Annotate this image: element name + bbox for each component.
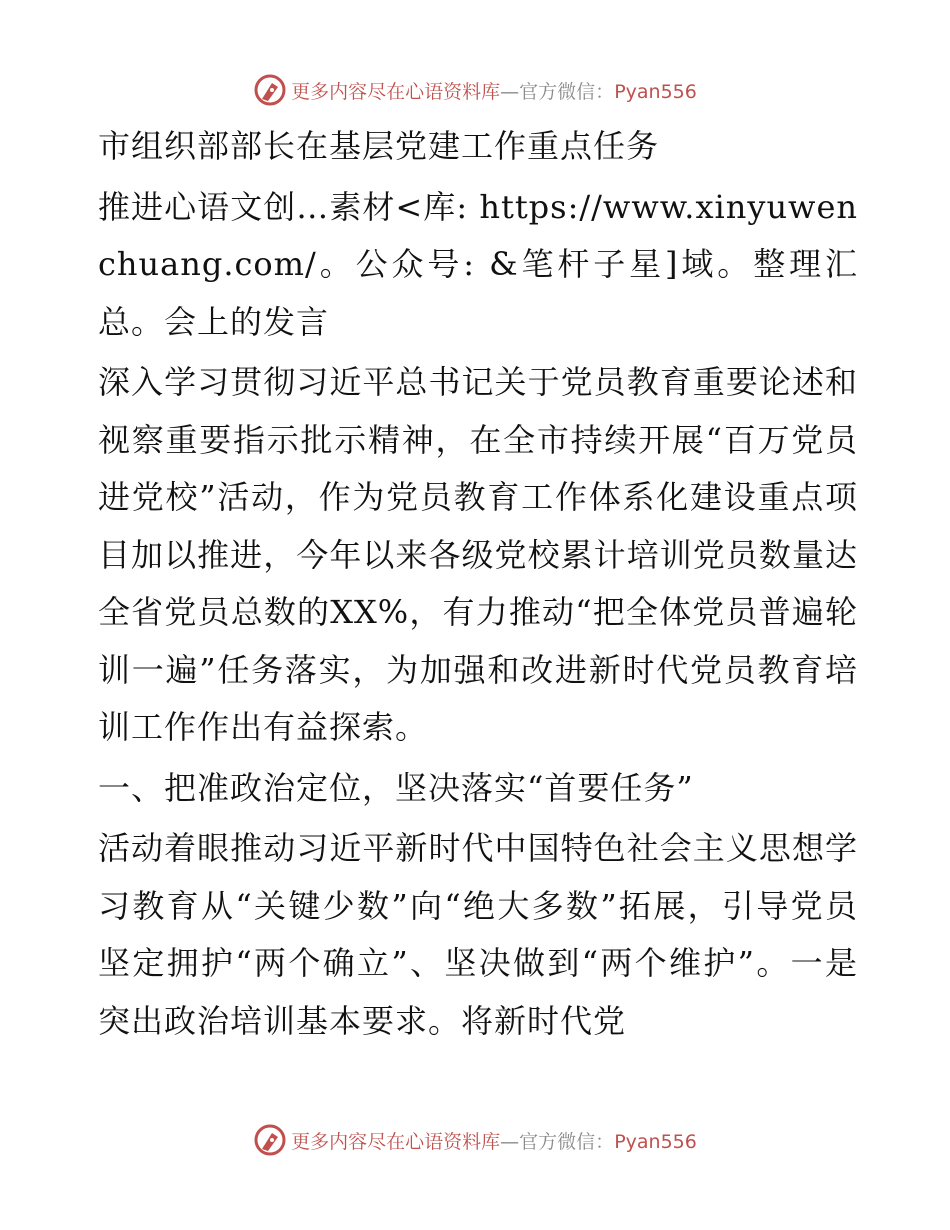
watermark-dash: — (500, 1130, 520, 1153)
intro-paragraph: 深入学习贯彻习近平总书记关于党员教育重要论述和视察重要指示批示精神，在全市持续开展“百万党员进党校”活动，作为党员教育工作体系化建设重点项目加以推进，今年以来各级党校累计培训党员数量达全省党员总数的XX%，有力推动“把全体党员普遍轮训一遍”任务落实，为加强和改进新时代党员教育培训工作作出有益探索。 (98, 363, 858, 746)
source-paragraph: 推进心语文创…素材<库: https://www.xinyuwenchuang.com/。公众号: &笔杆子星]域。整理汇总。会上的发言 (98, 187, 858, 341)
section-heading-1: 一、把准政治定位，坚决落实“首要任务” (98, 768, 694, 807)
watermark-sub: 官方微信： (519, 1130, 615, 1153)
watermark-sub: 官方微信： (519, 80, 615, 103)
watermark-text (291, 77, 697, 104)
document-body (98, 118, 858, 1050)
pen-nib-circle-icon (253, 1123, 287, 1157)
watermark-main: 更多内容尽在心语资料库 (291, 1130, 501, 1153)
watermark-id: Pyan556 (614, 1130, 697, 1153)
watermark-dash: — (500, 80, 520, 103)
pen-nib-circle-icon (253, 73, 287, 107)
section-body-1: 活动着眼推动习近平新时代中国特色社会主义思想学习教育从“关键少数”向“绝大多数”拓展，引导党员坚定拥护“两个确立”、坚决做到“两个维护”。一是突出政治培训基本要求。将新时代党 (98, 829, 858, 1040)
footer-watermark (0, 1120, 950, 1160)
document-title: 市组织部部长在基层党建工作重点任务 (98, 127, 660, 165)
watermark-id: Pyan556 (614, 80, 697, 103)
header-watermark (0, 70, 950, 110)
watermark-text (291, 1127, 697, 1154)
watermark-main: 更多内容尽在心语资料库 (291, 80, 501, 103)
